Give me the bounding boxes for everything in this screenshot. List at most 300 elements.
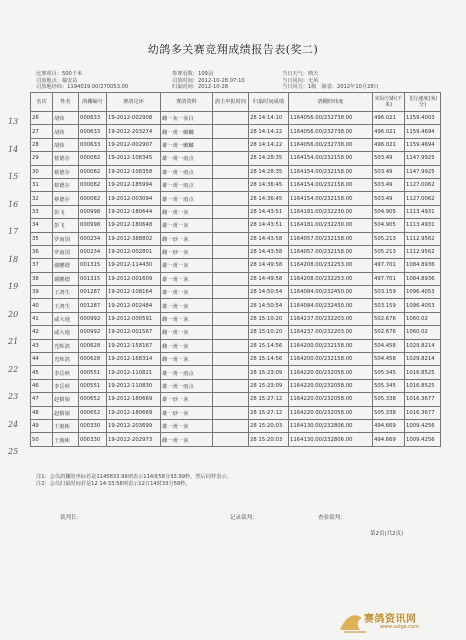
table-cell: 000633	[79, 125, 107, 138]
table-cell: 谢鹏德	[53, 259, 79, 272]
table-cell: 1164154.00/232158.00	[289, 192, 373, 205]
table-cell: 503.49	[373, 178, 405, 191]
handwritten-mark: 21	[8, 337, 19, 346]
column-header: 鸽主申报时间	[213, 93, 249, 112]
made-date: 制表：2012年10月28日	[321, 84, 379, 91]
table-cell	[213, 152, 249, 165]
table-cell: 505.338	[373, 406, 405, 419]
table-cell: 000330	[79, 419, 107, 432]
table-cell: 1009.4256	[405, 419, 441, 432]
table-cell: 28 15:14:56	[249, 353, 289, 366]
table-cell	[213, 219, 249, 232]
table-cell	[213, 272, 249, 285]
table-cell: 19-2012-108345	[107, 152, 161, 165]
table-cell: 28 15:10:20	[249, 312, 289, 325]
table-cell: 雌一黄一灰	[161, 339, 213, 352]
table-cell: 雄一黄一灰	[161, 419, 213, 432]
table-cell: 雌一砂一灰	[161, 232, 213, 245]
meta-item: 参赛羽数：109羽	[172, 71, 214, 77]
table-cell: 李岳秋	[53, 379, 79, 392]
table-cell: 31	[31, 178, 53, 191]
table-cell: 28 14:28:35	[249, 152, 289, 165]
table-row	[31, 192, 441, 205]
table-cell: 000998	[79, 219, 107, 232]
handwritten-mark: 17	[8, 227, 19, 236]
meta-item: 归巢时间：2012-10-28	[172, 84, 229, 91]
table-cell: 49	[31, 419, 53, 432]
table-cell: 000082	[79, 178, 107, 191]
table-cell: 1112.9562	[405, 245, 441, 258]
meta-item: 当日天气：晴天	[282, 71, 319, 77]
table-cell: 19-2012-001567	[107, 326, 161, 339]
table-cell: 光辉鸽	[53, 339, 79, 352]
table-cell: 19-2012-108358	[107, 165, 161, 178]
table-cell: 彭飞	[53, 205, 79, 218]
table-cell: 1096.4053	[405, 286, 441, 299]
table-cell	[213, 312, 249, 325]
table-cell: 王俊彬	[53, 433, 79, 446]
handwritten-mark: 23	[8, 392, 19, 401]
table-cell: 19-2012-180669	[107, 406, 161, 419]
table-cell: 1084.8936	[405, 272, 441, 285]
table-row	[31, 326, 441, 339]
table-cell: 19-2012-003094	[107, 192, 161, 205]
table-cell: 1084.8936	[405, 259, 441, 272]
table-cell: 雌一灰一灰白	[161, 112, 213, 125]
table-row	[31, 312, 441, 325]
table-cell: 28 15:27:12	[249, 406, 289, 419]
table-cell: 28 14:43:51	[249, 219, 289, 232]
table-cell: 000992	[79, 312, 107, 325]
table-cell: 1016.3677	[405, 406, 441, 419]
table-cell: 28 14:43:58	[249, 245, 289, 258]
table-cell	[213, 138, 249, 151]
table-cell: 1029.8214	[405, 353, 441, 366]
table-cell	[213, 232, 249, 245]
table-cell: 1159.4694	[405, 125, 441, 138]
table-cell	[213, 245, 249, 258]
table-cell: 503.49	[373, 152, 405, 165]
table-row	[31, 433, 441, 446]
table-cell: 1016.8525	[405, 379, 441, 392]
table-row	[31, 178, 441, 191]
table-cell	[213, 379, 249, 392]
table-cell: 28 14:28:35	[249, 165, 289, 178]
table-cell	[213, 178, 249, 191]
table-cell: 496.021	[373, 138, 405, 151]
table-row	[31, 165, 441, 178]
table-cell: 1164237.00/232203.00	[289, 312, 373, 325]
handwritten-mark: 25	[8, 447, 19, 456]
table-cell: 34	[31, 219, 53, 232]
handwritten-mark: 24	[8, 419, 19, 429]
table-cell: 赵婿娘	[53, 393, 79, 406]
table-cell: 32	[31, 192, 53, 205]
column-header: 鸽棚编号	[79, 93, 107, 112]
table-cell: 000234	[79, 245, 107, 258]
table-cell: 33	[31, 205, 53, 218]
table-cell: 28 15:14:56	[249, 339, 289, 352]
table-cell: 1060.02	[405, 312, 441, 325]
table-cell: 雄一黄一灰	[161, 259, 213, 272]
table-cell	[213, 353, 249, 366]
table-cell: 19-2012-180648	[107, 219, 161, 232]
table-cell: 19-2012-002484	[107, 299, 161, 312]
table-cell: 505.213	[373, 245, 405, 258]
table-cell: 45	[31, 366, 53, 379]
table-cell: 1164220.00/232058.00	[289, 406, 373, 419]
table-cell: 19-2012-110830	[107, 379, 161, 392]
table-cell: 1164200.00/232158.00	[289, 339, 373, 352]
table-cell: 28 14:49:58	[249, 259, 289, 272]
table-cell: 彭飞	[53, 219, 79, 232]
table-cell: 19-2012-000591	[107, 312, 161, 325]
table-cell: 28 14:50:54	[249, 299, 289, 312]
table-cell: 26	[31, 112, 53, 125]
table-cell: 28 15:20:03	[249, 433, 289, 446]
meta-item: 比赛项目：500千米	[36, 71, 83, 77]
table-cell: 1164056.00/232738.00	[289, 138, 373, 151]
table-cell: 1060.02	[405, 326, 441, 339]
table-cell: 47	[31, 393, 53, 406]
table-cell: 1164084.00/232450.00	[289, 299, 373, 312]
table-cell: 雌一黄一麒麟	[161, 125, 213, 138]
table-cell: 1164154.00/232158.00	[289, 152, 373, 165]
table-cell: 1113.4931	[405, 205, 441, 218]
table-cell: 雄一黄一雨点	[161, 366, 213, 379]
table-cell: 000652	[79, 406, 107, 419]
table-cell: 28 15:23:09	[249, 366, 289, 379]
meta-item: 当日风力：1级	[282, 84, 317, 91]
table-cell: 44	[31, 353, 53, 366]
table-cell	[213, 406, 249, 419]
column-header: 赛鸽足环	[107, 93, 161, 112]
table-cell: 494.669	[373, 433, 405, 446]
table-row	[31, 232, 441, 245]
table-cell: 19-2012-158167	[107, 339, 161, 352]
footnote: 注1：会员鸽棚的坐标若是1145833.99则表示114度58分33.99秒，然后同样表示。	[36, 474, 232, 480]
table-cell: 谢鹏德	[53, 272, 79, 285]
table-cell: 48	[31, 406, 53, 419]
table-cell: 504.458	[373, 353, 405, 366]
table-row	[31, 366, 441, 379]
table-cell: 19-2012-202973	[107, 433, 161, 446]
table-cell: 雌一砂一灰	[161, 245, 213, 258]
table-row	[31, 205, 441, 218]
table-cell: 1164181.00/232230.00	[289, 205, 373, 218]
table-row	[31, 259, 441, 272]
table-header-row	[31, 93, 441, 112]
table-row	[31, 419, 441, 432]
table-cell: 000551	[79, 366, 107, 379]
table-cell: 1009.4256	[405, 433, 441, 446]
table-cell: 497.701	[373, 259, 405, 272]
table-cell: 1164208.00/232253.00	[289, 272, 373, 285]
table-cell: 504.458	[373, 339, 405, 352]
column-header: 名次	[31, 93, 53, 112]
table-cell: 505.345	[373, 379, 405, 392]
table-cell: 28 14:36:45	[249, 178, 289, 191]
table-cell: 19-2012-110821	[107, 366, 161, 379]
table-cell: 41	[31, 312, 53, 325]
table-cell: 37	[31, 259, 53, 272]
table-cell: 1164056.00/232738.00	[289, 112, 373, 125]
table-cell: 001287	[79, 286, 107, 299]
table-cell: 28 14:14:22	[249, 125, 289, 138]
table-cell: 28 14:36:45	[249, 192, 289, 205]
table-cell: 28	[31, 138, 53, 151]
table-row	[31, 379, 441, 392]
table-cell: 雄一黄一灰	[161, 272, 213, 285]
table-cell: 28 14:43:51	[249, 205, 289, 218]
table-cell: 28 14:14:22	[249, 138, 289, 151]
table-cell: 502.676	[373, 312, 405, 325]
table-cell: 50	[31, 433, 53, 446]
table-cell	[213, 366, 249, 379]
table-cell: 王俊彬	[53, 419, 79, 432]
table-cell: 494.669	[373, 419, 405, 432]
table-cell: 19-2012-002907	[107, 138, 161, 151]
table-cell: 雄一黄一雨点	[161, 165, 213, 178]
table-cell	[213, 419, 249, 432]
table-cell: 28 15:10:20	[249, 326, 289, 339]
table-cell: 1016.3677	[405, 393, 441, 406]
table-cell: 李岳秋	[53, 366, 79, 379]
table-cell: 雌一黄一灰	[161, 326, 213, 339]
table-row	[31, 112, 441, 125]
table-cell	[213, 326, 249, 339]
table-cell: 1164200.00/232158.00	[289, 353, 373, 366]
table-cell	[213, 339, 249, 352]
table-cell: 19-2012-180644	[107, 205, 161, 218]
table-cell: 000628	[79, 339, 107, 352]
table-cell: 35	[31, 232, 53, 245]
table-cell: 28 15:23:09	[249, 379, 289, 392]
footnotes	[36, 474, 232, 488]
table-cell: 1159.4694	[405, 138, 441, 151]
table-cell: 29	[31, 152, 53, 165]
handwritten-mark: 18	[8, 254, 19, 264]
table-cell: 胡炜	[53, 138, 79, 151]
column-header: 姓名	[53, 93, 79, 112]
table-cell: 000652	[79, 393, 107, 406]
table-cell	[213, 259, 249, 272]
handwritten-mark: 22	[8, 364, 19, 374]
table-cell: 1096.4053	[405, 299, 441, 312]
table-row	[31, 393, 441, 406]
table-cell: 1127.0062	[405, 192, 441, 205]
table-cell: 雄一黄一雨点	[161, 192, 213, 205]
table-cell: 000330	[79, 433, 107, 446]
table-row	[31, 245, 441, 258]
table-cell	[213, 125, 249, 138]
handwritten-mark: 14	[8, 144, 19, 154]
table-cell: 19-2012-002908	[107, 112, 161, 125]
table-cell: 1164181.00/232230.00	[289, 219, 373, 232]
table-cell: 光辉鸽	[53, 353, 79, 366]
table-cell: 1147.9925	[405, 152, 441, 165]
table-cell: 1029.8214	[405, 339, 441, 352]
handwritten-mark: 13	[8, 117, 19, 126]
table-cell: 19-2012-203274	[107, 125, 161, 138]
table-cell: 000234	[79, 232, 107, 245]
table-cell: 雄一砂一灰	[161, 406, 213, 419]
table-cell: 39	[31, 286, 53, 299]
table-cell: 504.905	[373, 205, 405, 218]
meta-right	[282, 71, 379, 91]
page-number: 第2页(共2页)	[370, 531, 404, 537]
table-cell: 36	[31, 245, 53, 258]
table-cell: 19-2012-108164	[107, 286, 161, 299]
table-cell: 001315	[79, 259, 107, 272]
meta-left	[36, 71, 128, 91]
table-row	[31, 125, 441, 138]
column-header: 赛鸽资料	[161, 93, 213, 112]
referee-label: 裁判长：	[60, 515, 83, 521]
table-cell: 000551	[79, 379, 107, 392]
column-header: 鸽棚经纬度	[289, 93, 373, 112]
handwritten-mark: 15	[8, 172, 19, 181]
table-cell: 27	[31, 125, 53, 138]
table-cell: 19-2012-002801	[107, 245, 161, 258]
table-cell: 1112.9562	[405, 232, 441, 245]
meta-mid	[172, 71, 245, 91]
recorder-label: 记录裁判：	[230, 515, 258, 521]
table-cell: 1164237.00/232203.00	[289, 326, 373, 339]
table-cell: 496.021	[373, 112, 405, 125]
table-cell	[213, 286, 249, 299]
table-row	[31, 299, 441, 312]
table-cell	[213, 433, 249, 446]
table-cell: 42	[31, 326, 53, 339]
column-header: 归巢时间成绩	[249, 93, 289, 112]
table-cell: 胡炜	[53, 125, 79, 138]
table-cell: 1164220.00/232058.00	[289, 393, 373, 406]
table-cell: 503.49	[373, 165, 405, 178]
table-cell: 28 14:49:58	[249, 272, 289, 285]
handwritten-mark: 19	[8, 282, 19, 291]
table-cell	[213, 299, 249, 312]
table-cell: 咸大地	[53, 312, 79, 325]
table-cell: 罗南国	[53, 245, 79, 258]
table-cell: 505.338	[373, 393, 405, 406]
table-cell: 19-2012-185994	[107, 178, 161, 191]
table-cell: 1164154.00/232158.00	[289, 178, 373, 191]
table-row	[31, 353, 441, 366]
table-cell: 000998	[79, 205, 107, 218]
table-cell: 30	[31, 165, 53, 178]
table-cell: 1159.4003	[405, 112, 441, 125]
handwritten-mark: 20	[8, 309, 19, 319]
footnote: 注2：会员归巢时间若是12 14:33:58则表示12日14时33分58秒。	[36, 481, 191, 487]
table-cell: 雄一黄一雨点	[161, 152, 213, 165]
pigeon-icon	[340, 615, 362, 630]
table-cell: 504.905	[373, 219, 405, 232]
table-cell: 雄一砂一灰	[161, 393, 213, 406]
report-title: 幼鸽多关赛竞翔成绩报告表(奖二)	[147, 43, 319, 56]
table-cell: 雌一黄一灰	[161, 312, 213, 325]
meta-item: 司放时间：2012-10-28 07:10	[172, 77, 245, 84]
table-cell: 1164056.00/232738.00	[289, 125, 373, 138]
table-cell: 496.021	[373, 125, 405, 138]
column-header: 飞行速度(米/分)	[405, 93, 441, 112]
handwritten-mark: 16	[8, 199, 19, 209]
table-cell: 001315	[79, 272, 107, 285]
table-cell: 雌一黄一灰	[161, 353, 213, 366]
table-cell: 000082	[79, 152, 107, 165]
table-row	[31, 339, 441, 352]
table-cell: 胡炜	[53, 112, 79, 125]
table-cell: 1147.9925	[405, 165, 441, 178]
inspector-label: 查验裁判：	[318, 515, 346, 521]
table-cell	[213, 393, 249, 406]
table-cell: 1164220.00/232058.00	[289, 366, 373, 379]
table-cell: 46	[31, 379, 53, 392]
table-cell: 雄一黄一灰	[161, 219, 213, 232]
results-table	[30, 92, 441, 447]
table-cell: 蔡德存	[53, 152, 79, 165]
table-cell	[213, 112, 249, 125]
table-cell: 19-2012-180669	[107, 393, 161, 406]
table-cell: 罗南国	[53, 232, 79, 245]
table-cell: 000082	[79, 165, 107, 178]
table-cell: 505.213	[373, 232, 405, 245]
table-cell: 雄一黄一雨点	[161, 178, 213, 191]
table-cell: 1164057.00/232158.00	[289, 232, 373, 245]
table-cell: 28 15:27:12	[249, 393, 289, 406]
table-row	[31, 138, 441, 151]
table-cell: 1127.0062	[405, 178, 441, 191]
table-cell	[213, 205, 249, 218]
table-cell: 蔡德存	[53, 178, 79, 191]
logo-name: 赛鸽资讯网	[364, 614, 417, 625]
table-cell: 1164220.00/232058.00	[289, 379, 373, 392]
table-cell: 001287	[79, 299, 107, 312]
table-row	[31, 272, 441, 285]
table-cell: 1164154.00/232158.00	[289, 165, 373, 178]
table-cell	[213, 165, 249, 178]
table-cell: 19-2012-203699	[107, 419, 161, 432]
table-cell: 000628	[79, 353, 107, 366]
table-cell: 503.159	[373, 286, 405, 299]
column-header: 实际空距(千米)	[373, 93, 405, 112]
table-cell: 503.159	[373, 299, 405, 312]
table-cell: 雌一黄一灰	[161, 205, 213, 218]
table-cell: 雌一黄一灰	[161, 433, 213, 446]
table-cell	[213, 192, 249, 205]
table-cell: 502.676	[373, 326, 405, 339]
table-cell: 1164130.00/232806.00	[289, 433, 373, 446]
table-cell: 43	[31, 339, 53, 352]
table-row	[31, 406, 441, 419]
table-cell: 497.701	[373, 272, 405, 285]
table-row	[31, 286, 441, 299]
meta-item: 司放地点：榆安站	[36, 77, 78, 84]
table-cell: 19-2012-388802	[107, 232, 161, 245]
table-cell: 1164057.00/232158.00	[289, 245, 373, 258]
table-cell: 雄一黄一灰	[161, 286, 213, 299]
table-cell: 1113.4931	[405, 219, 441, 232]
table-cell: 503.49	[373, 192, 405, 205]
table-cell: 王鸿生	[53, 286, 79, 299]
table-cell: 咸大地	[53, 326, 79, 339]
table-cell: 28 14:43:58	[249, 232, 289, 245]
table-cell: 王鸿生	[53, 299, 79, 312]
table-cell: 000633	[79, 138, 107, 151]
table-cell: 蔡德存	[53, 165, 79, 178]
table-cell: 19-2012-001609	[107, 272, 161, 285]
table-cell: 1164208.00/232253.00	[289, 259, 373, 272]
